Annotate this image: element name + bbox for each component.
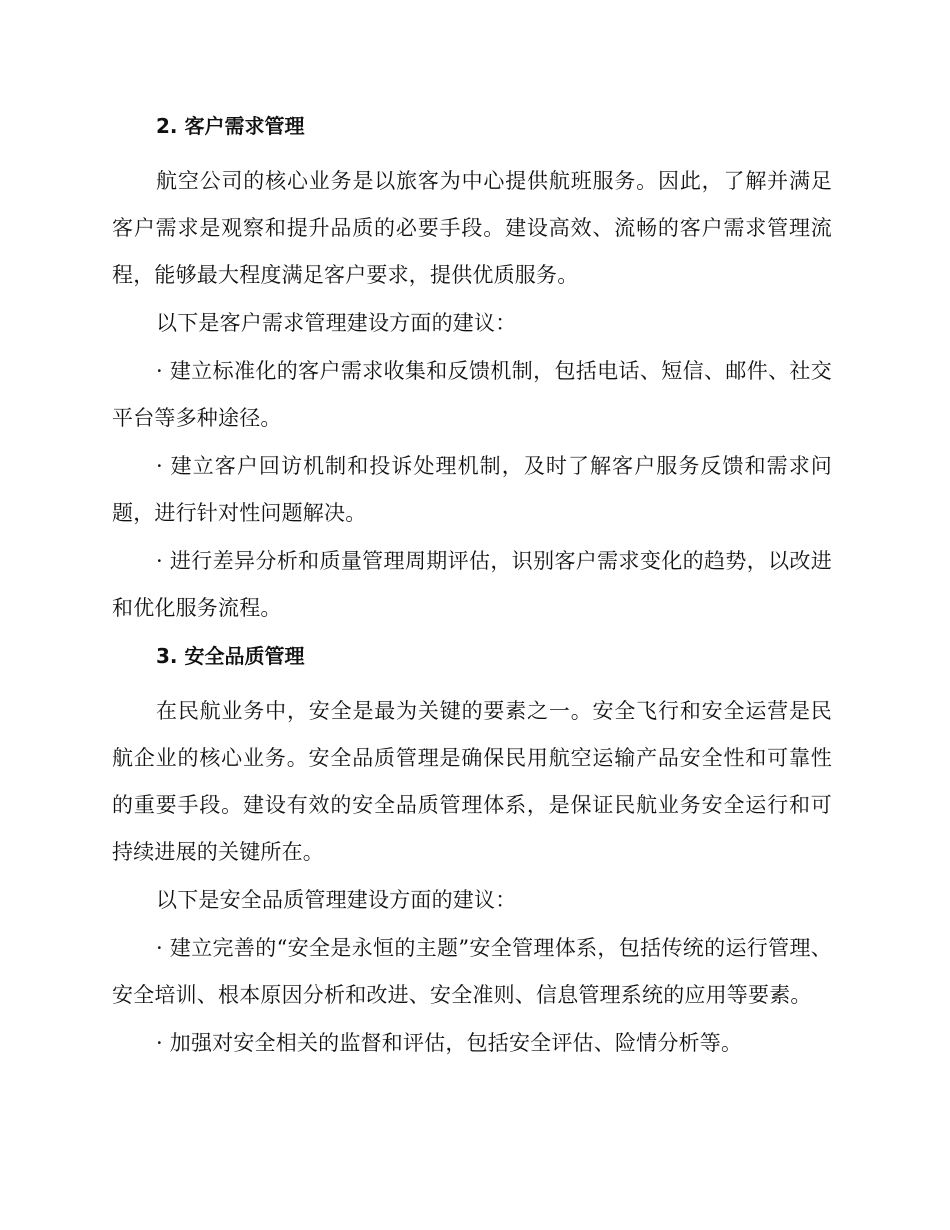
section-intro-paragraph: 在民航业务中，安全是最为关键的要素之一。安全飞行和安全运营是民航企业的核心业务。安全品质管理是确保民用航空运输产品安全性和可靠性的重要手段。建设有效的安全品质管理体系，是保证民航业务安全运行和可持续进展的关键所在。 [112,699,832,864]
bullet-item: · 建立客户回访机制和投诉处理机制，及时了解客户服务反馈和需求问题，进行针对性问题解决。 [112,454,832,525]
document-page [112,108,832,1068]
bullet-item: · 建立标准化的客户需求收集和反馈机制，包括电话、短信、邮件、社交平台等多种途径。 [112,359,832,430]
section-heading-customer-demand: 2. 客户需求管理 [156,114,305,138]
bullet-item: · 加强对安全相关的监督和评估，包括安全评估、险情分析等。 [156,1031,743,1055]
section-lead-paragraph: 以下是客户需求管理建设方面的建议： [156,311,517,335]
bullet-item: · 建立完善的“安全是永恒的主题”安全管理体系，包括传统的运行管理、安全培训、根本原因分析和改进、安全准则、信息管理系统的应用等要素。 [112,936,832,1007]
section-lead-paragraph: 以下是安全品质管理建设方面的建议： [156,888,517,912]
section-heading-safety-quality: 3. 安全品质管理 [156,644,305,668]
section-intro-paragraph: 航空公司的核心业务是以旅客为中心提供航班服务。因此，了解并满足客户需求是观察和提升品质的必要手段。建设高效、流畅的客户需求管理流程，能够最大程度满足客户要求，提供优质服务。 [112,169,832,287]
bullet-item: · 进行差异分析和质量管理周期评估，识别客户需求变化的趋势，以改进和优化服务流程。 [112,549,832,620]
